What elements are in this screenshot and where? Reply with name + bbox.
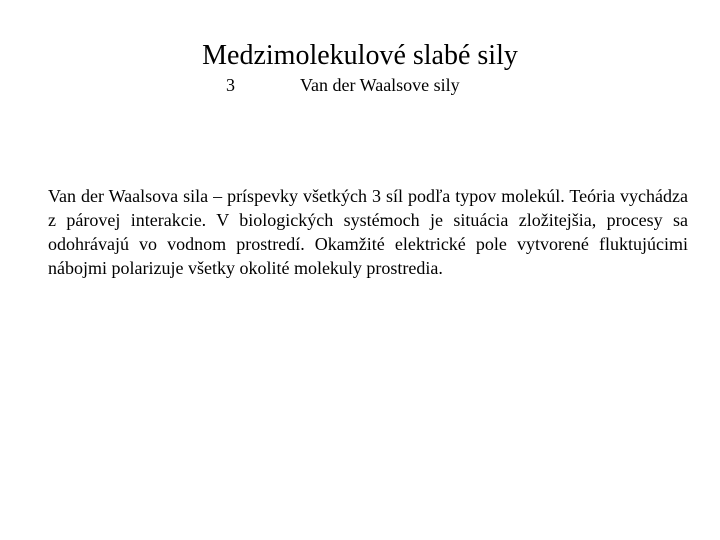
slide-title: Medzimolekulové slabé sily [202,40,518,71]
section-title: Van der Waalsove sily [300,75,460,95]
body-paragraph [48,184,688,280]
paragraph-rest: – príspevky všetkých 3 síl podľa typov molekúl. Teória vychádza z párovej interakcie. V biologických systémoch je situácia zložitejšia, procesy sa odohrávajú vo vodnom prostredí. Okamžité elektrické pole vytvorené fluktujúcimi nábojmi polarizuje všetky okolité molekuly prostredia. [48,186,689,278]
paragraph-lead: Van der Waalsova sila [48,186,209,206]
section-number: 3 [226,75,235,95]
